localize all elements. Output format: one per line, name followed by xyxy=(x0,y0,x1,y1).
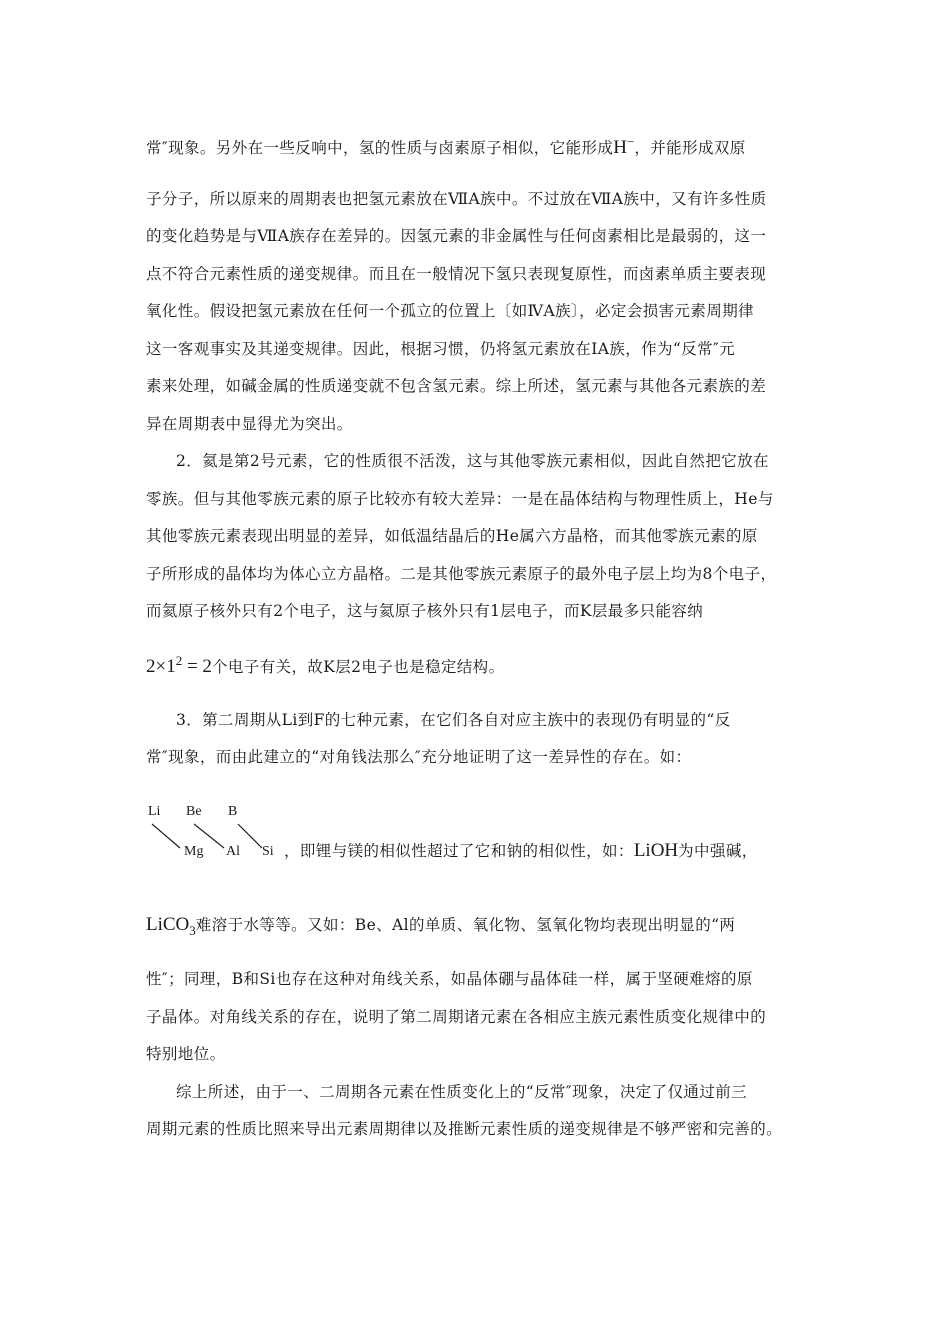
formula-text: 2×1 xyxy=(146,656,176,677)
paragraph-line: 常″现象，而由此建立的“对角钱法那么″充分地证明了这一差异性的存在。如： xyxy=(146,748,692,766)
paragraph-line: 子所形成的晶体均为体心立方晶格。二是其他零族元素原子的最外电子层上均为8个电子， xyxy=(146,565,777,583)
element-symbol: B xyxy=(228,804,238,819)
paragraph-line xyxy=(146,651,504,677)
paragraph-line xyxy=(146,132,746,158)
paragraph-line: 而氦原子核外只有2个电子，这与氦原子核外只有1层电子，而K层最多只能容纳 xyxy=(146,602,704,620)
paragraph-line: 子晶体。对角线关系的存在，说明了第二周期诸元素在各相应主族元素性质变化规律中的 xyxy=(146,1008,767,1026)
paragraph-line: 特别地位。 xyxy=(146,1045,226,1063)
paragraph-line: 性″；同理，B和Si也存在这种对角线关系，如晶体硼与晶体硅一样，属于坚硬难熔的原 xyxy=(146,970,753,988)
paragraph-line: 3．第二周期从Li到F的七种元素，在它们各自对应主族中的表现仍有明显的“反 xyxy=(176,711,731,729)
paragraph-line: 的变化趋势是与ⅦA族存在差异的。因氢元素的非金属性与任何卤素相比是最弱的，这一 xyxy=(146,227,767,245)
text: 个电子有关，故K层2电子也是稳定结构。 xyxy=(211,658,505,676)
text: 难溶于水等等。又如：Be、Al的单质、氧化物、氢氧化物均表现出明显的“两 xyxy=(195,916,736,934)
paragraph-line: 点不符合元素性质的递变规律。而且在一般情况下氢只表现复原性，而卤素单质主要表现 xyxy=(146,265,767,283)
element-symbol: Mg xyxy=(184,844,204,859)
diagonal-line xyxy=(238,824,262,848)
paragraph-line xyxy=(284,841,758,861)
formula-text: = 2 xyxy=(182,656,212,677)
element-symbol: Li xyxy=(148,804,161,819)
diagonal-relationship-diagram xyxy=(146,802,282,864)
paragraph-line: 2．氦是第2号元素，它的性质很不活泼，这与其他零族元素相似，因此自然把它放在 xyxy=(176,452,769,470)
formula-text: H xyxy=(613,137,628,158)
formula-subscript: 3 xyxy=(189,923,196,938)
paragraph-line: 异在周期表中显得尤为突出。 xyxy=(146,415,353,433)
paragraph-line xyxy=(146,915,735,941)
diagonal-line xyxy=(152,824,180,848)
formula-superscript: − xyxy=(627,134,635,149)
paragraph-line: 零族。但与其他零族元素的原子比较亦有较大差异：一是在晶体结构与物理性质上，He与 xyxy=(146,490,774,508)
element-symbol: Al xyxy=(226,844,240,859)
paragraph-line: 子分子，所以原来的周期表也把氢元素放在ⅦA族中。不过放在ⅦA族中，又有许多性质 xyxy=(146,190,767,208)
formula-superscript: 2 xyxy=(175,653,183,668)
paragraph-line: 这一客观事实及其递变规律。因此，根据习惯，仍将氢元素放在ⅠA族，作为“反常″元 xyxy=(146,340,736,358)
text: 为中强碱， xyxy=(678,842,758,860)
element-symbol: Si xyxy=(262,844,274,859)
paragraph-line: 综上所述，由于一、二周期各元素在性质变化上的“反常″现象，决定了仅通过前三 xyxy=(176,1083,748,1101)
capacity-formula xyxy=(146,653,212,677)
lico3-formula xyxy=(146,914,196,938)
lioh-formula: LiOH xyxy=(633,840,679,861)
text: ，并能形成双原 xyxy=(634,139,746,157)
paragraph-line: 素来处理，如碱金属的性质递变就不包含氢元素。综上所述，氢元素与其他各元素族的差 xyxy=(146,377,767,395)
text: ，即锂与镁的相似性超过了它和钠的相似性，如： xyxy=(284,842,634,860)
text: 常″现象。另外在一些反响中，氢的性质与卤素原子相似，它能形成 xyxy=(146,139,614,157)
element-symbol: Be xyxy=(186,804,202,819)
paragraph-line: 其他零族元素表现出明显的差异，如低温结晶后的He属六方晶格，而其他零族元素的原 xyxy=(146,527,758,545)
formula-text: LiCO xyxy=(146,914,190,935)
hydride-formula xyxy=(613,134,635,158)
paragraph-line: 周期元素的性质比照来导出元素周期律以及推断元素性质的递变规律是不够严密和完善的。 xyxy=(146,1120,783,1138)
paragraph-line: 氧化性。假设把氢元素放在任何一个孤立的位置上〔如ⅣA族〕，必定会损害元素周期律 xyxy=(146,302,755,320)
